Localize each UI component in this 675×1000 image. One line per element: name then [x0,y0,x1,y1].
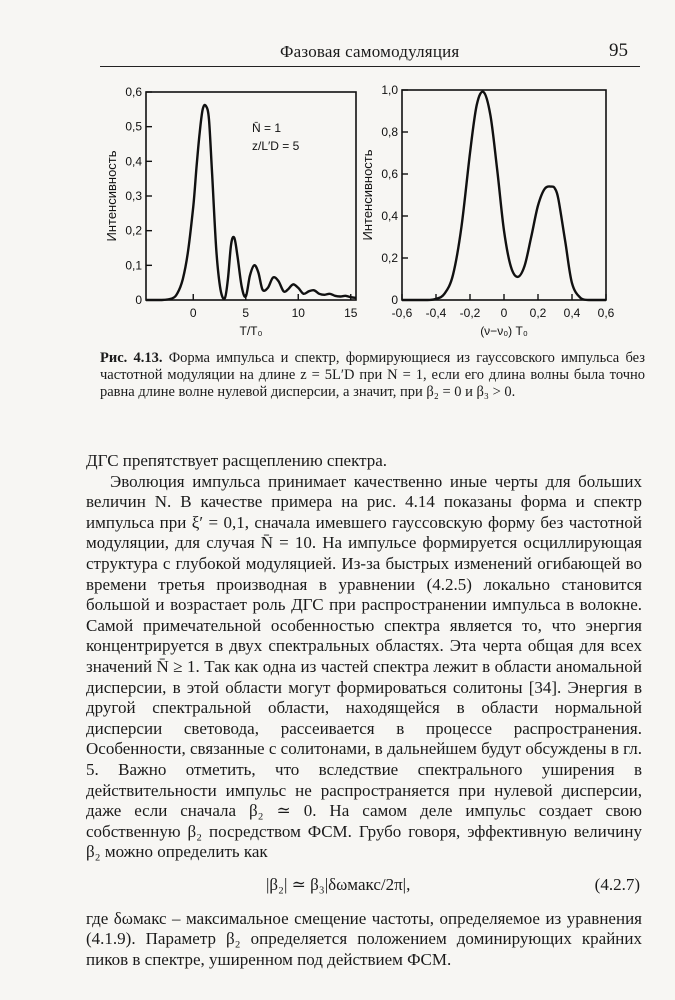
spectrum-xtick-label: -0,4 [425,306,447,320]
spectrum-ylabel: Интенсивность [360,149,375,241]
paragraph-3: где δωмакс – максимальное смещение частоты, определяемое из уравнения (4.1.9). Параметр β₂ определяется положением доминирующих крайних пиков в спектре, уширенном под действием ФСМ. [86,908,642,970]
spectrum-ytick-label: 1,0 [381,83,398,97]
running-title: Фазовая самомодуляция [280,42,460,61]
equation-4-2-7 [86,871,642,899]
paragraph-2: Эволюция импульса принимает качественно иные черты для больших величин N. В качестве примера на рис. 4.14 показаны форма и спектр импульса при ξ′ = 0,1, сначала имевшего гауссовскую форму без частотной модуляции, для случая N̄ = 10. На импульсе формируется осциллирующая структура с глубокой модуляцией. Из-за быстрых изменений огибающей во времени третья производная в уравнении (4.2.5) локально становится большой и возрастает роль ДГС при распространении импульса в волокне. Самой примечательной особенностью спектра является то, что энергия концентрируется в двух спектральных областях. Эта черта общая для всех значений N̄ ≥ 1. Так как одна из частей спектра лежит в области аномальной дисперсии, в этой области могут формироваться солитоны [34]. Энергия в другой спектральной области, находящейся в области нормальной дисперсии световода, рассеивается в процессе распространения. Особенности, связанные с солитонами, в дальнейшем будут обсуждены в гл. 5. Важно отметить, что вследствие спектрального уширения в действительности импульс не распространяется при нулевой дисперсии, даже если сначала β₂ ≃ 0. На самом деле импульс создает свою собственную β₂ посредством ФСМ. Грубо говоря, эффективную величину β₂ можно определить как [86,471,642,862]
pulse-shape-chart [100,76,370,346]
spectrum-ytick-label: 0,2 [381,251,398,265]
spectrum-xlabel: (ν−ν₀) T₀ [480,324,528,338]
equation-number: (4.2.7) [594,874,640,894]
pulse-shape-xtick-label: 15 [344,306,358,320]
body-text [86,451,642,971]
spectrum-xtick-label: 0,2 [529,306,547,320]
pulse-shape-ytick-label: 0,3 [125,189,142,203]
spectrum-curve [402,92,606,300]
pulse-shape-ytick-label: 0,5 [125,119,142,134]
spectrum-ytick-label: 0,6 [381,167,398,181]
spectrum-xtick-label: 0 [500,306,508,320]
annotation-n: N̄ = 1 [252,121,282,135]
spectrum-xtick-label: 0,4 [563,306,581,320]
caption-label: Рис. 4.13. [100,350,163,366]
pulse-shape-xtick-label: 10 [291,306,305,320]
pulse-shape-xtick-label: 5 [242,306,250,320]
annotation-z: z/L′D = 5 [252,139,300,153]
running-header [100,36,640,67]
paragraph-1: ДГС препятствует расщеплению спектра. [86,451,388,470]
spectrum-ytick-label: 0,8 [381,125,398,139]
page-number: 95 [609,40,628,61]
pulse-shape-xlabel: T/T₀ [239,324,263,338]
pulse-shape-xtick-label: 0 [189,306,197,320]
pulse-shape-ytick-label: 0,1 [125,258,142,273]
spectrum-ytick-label: 0 [391,293,398,307]
caption-text: Форма импульса и спектр, формирующиеся из гауссовского импульса без частотной модуляции на длине z = 5L′D при N = 1, если его длина волны была точно равна длине волне нулевой дисперсии, а значит, при β₂ = 0 и β₃ > 0. [100,350,645,400]
spectrum-xtick-label: -0,6 [391,306,413,320]
pulse-shape-ytick-label: 0 [135,293,142,307]
pulse-shape-ytick-label: 0,2 [125,223,142,238]
spectrum-ytick-label: 0,4 [381,209,398,223]
spectrum-ticks [381,83,614,320]
spectrum-xtick-label: 0,6 [597,306,615,320]
spectrum-frame [402,90,606,300]
pulse-shape-ytick-label: 0,6 [125,85,142,99]
equation-formula: |β₂| ≃ β₃|δωмакс/2π|, [266,874,411,894]
spectrum-xtick-label: -0,2 [459,306,481,320]
figure-caption [100,350,645,401]
pulse-shape-curve [146,105,356,300]
spectrum-axes [402,90,606,300]
spectrum-chart [360,76,640,346]
pulse-shape-ylabel: Интенсивность [104,150,119,242]
pulse-shape-ytick-label: 0,4 [125,154,142,169]
